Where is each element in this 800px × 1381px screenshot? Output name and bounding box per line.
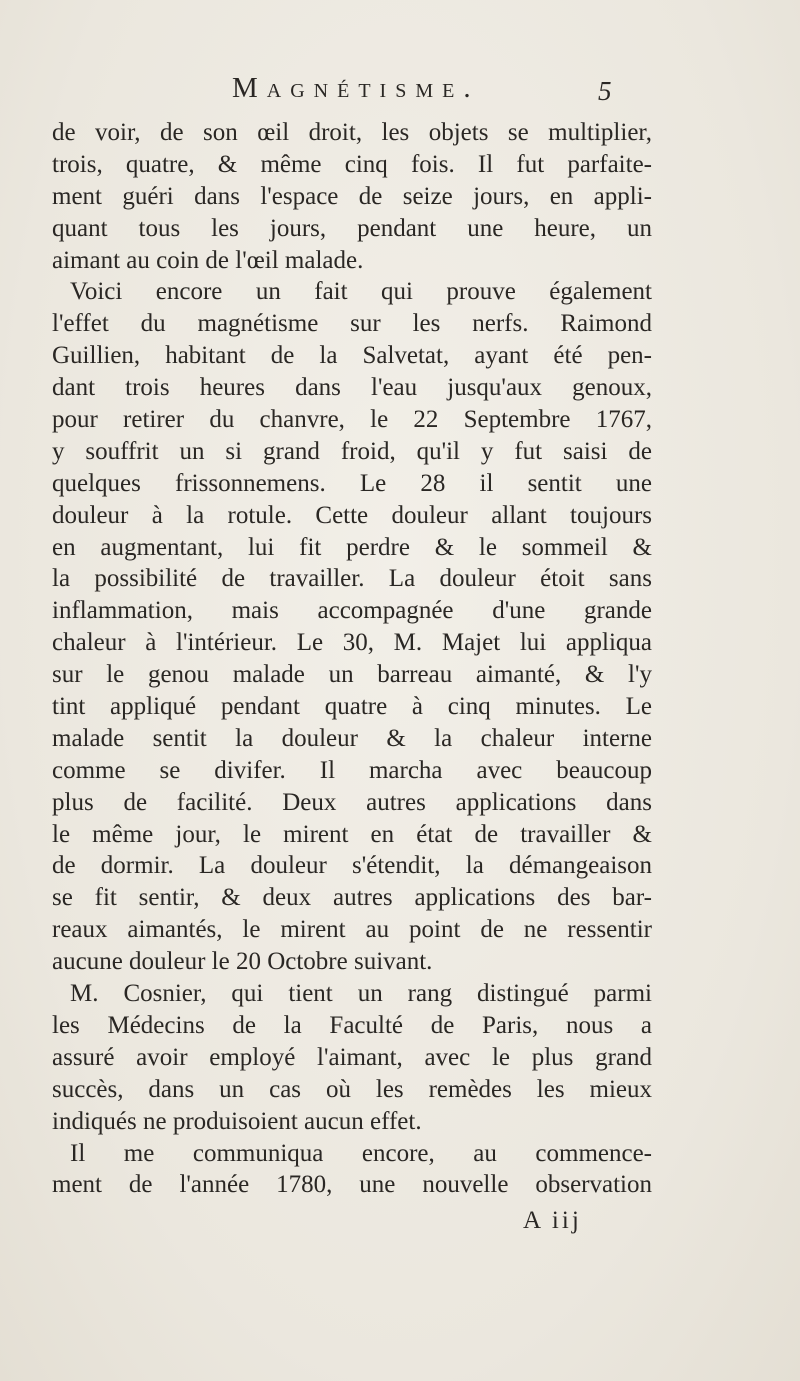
text-line: Il me communiqua encore, au commence- xyxy=(70,1139,652,1167)
text-line: malade sentit la douleur & la chaleur interne xyxy=(52,724,652,752)
text-line: comme se divifer. Il marcha avec beaucoup xyxy=(52,756,652,784)
text-line: trois, quatre, & même cinq fois. Il fut parfaite- xyxy=(52,150,652,178)
text-line: de voir, de son œil droit, les objets se multiplier, xyxy=(52,119,652,146)
text-line: Voici encore un fait qui prouve également xyxy=(70,278,652,306)
text-line: ment guéri dans l'espace de seize jours, en appli- xyxy=(52,182,652,210)
text-line: inflammation, mais accompagnée d'une grande xyxy=(52,597,652,625)
text-line: douleur à la rotule. Cette douleur allant toujours xyxy=(52,501,652,529)
text-line: indiqués ne produisoient aucun effet. xyxy=(52,1107,422,1135)
text-line: se fit sentir, & deux autres applications des bar- xyxy=(52,884,652,912)
text-line: M. Cosnier, qui tient un rang distingué parmi xyxy=(70,980,652,1008)
running-title: Magnétisme. xyxy=(232,72,480,104)
text-line: le même jour, le mirent en état de travailler & xyxy=(52,820,652,848)
signature-mark: A iij xyxy=(523,1207,582,1234)
text-line: l'effet du magnétisme sur les nerfs. Raimond xyxy=(52,310,652,338)
text-line: ment de l'année 1780, une nouvelle observation xyxy=(52,1171,652,1199)
text-line: plus de facilité. Deux autres applications dans xyxy=(52,788,652,816)
text-line: quant tous les jours, pendant une heure, un xyxy=(52,214,652,242)
text-line: pour retirer du chanvre, le 22 Septembre 1767, xyxy=(52,406,652,434)
text-line: chaleur à l'intérieur. Le 30, M. Majet lui appliqua xyxy=(52,629,652,657)
text-line: en augmentant, lui fit perdre & le sommeil & xyxy=(52,533,652,561)
text-line: de dormir. La douleur s'étendit, la démangeaison xyxy=(52,852,652,880)
body-text xyxy=(52,117,652,1201)
text-line: succès, dans un cas où les remèdes les mieux xyxy=(52,1075,652,1103)
text-line: assuré avoir employé l'aimant, avec le plus grand xyxy=(52,1043,652,1071)
text-line: la possibilité de travailler. La douleur étoit sans xyxy=(52,565,652,593)
text-line: dant trois heures dans l'eau jusqu'aux genoux, xyxy=(52,374,652,402)
page-header xyxy=(0,72,800,112)
text-line: aucune douleur le 20 Octobre suivant. xyxy=(52,948,433,976)
text-line: reaux aimantés, le mirent au point de ne ressentir xyxy=(52,916,652,944)
page-number: 5 xyxy=(598,76,612,106)
text-line: aimant au coin de l'œil malade. xyxy=(52,246,364,274)
text-line: quelques frissonnemens. Le 28 il sentit une xyxy=(52,469,652,497)
text-line: Guillien, habitant de la Salvetat, ayant été pen- xyxy=(52,342,652,370)
text-line: tint appliqué pendant quatre à cinq minutes. Le xyxy=(52,693,652,721)
text-line: y souffrit un si grand froid, qu'il y fut saisi de xyxy=(52,437,652,465)
text-line: sur le genou malade un barreau aimanté, & l'y xyxy=(52,661,652,689)
text-line: les Médecins de la Faculté de Paris, nous a xyxy=(52,1011,652,1039)
